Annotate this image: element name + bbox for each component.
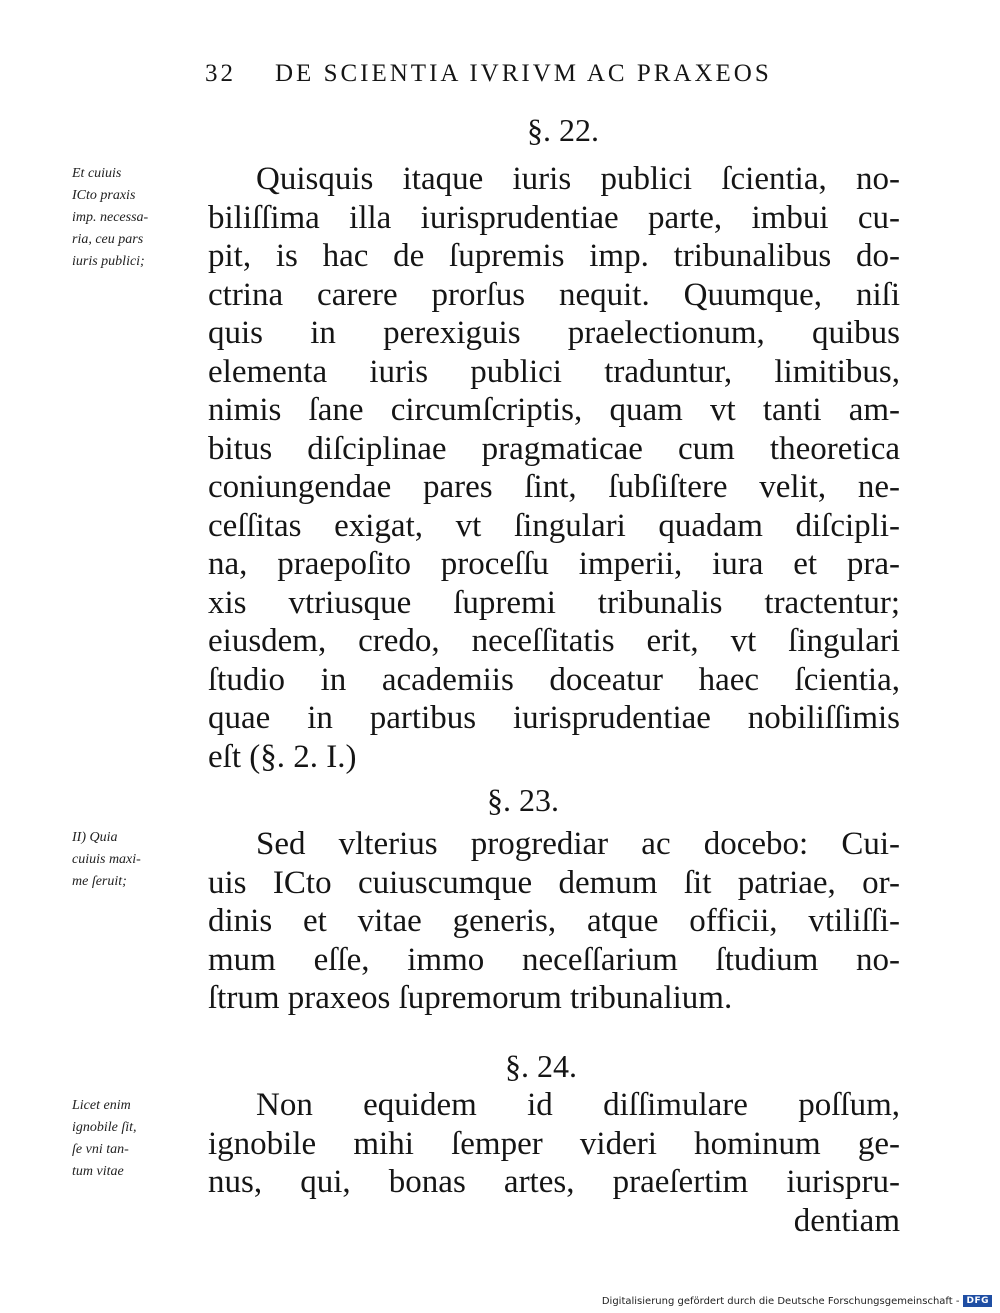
text-line: mum eſſe, immo neceſſarium ſtudium no- [208,941,900,978]
marginal-line: Et cuiuis [72,166,122,181]
page-number: 32 [205,60,236,87]
text-line: na, praepoſito proceſſu imperii, iura et pra- [208,546,900,582]
marginal-line: iuris publici; [72,254,145,269]
digitization-footer [602,1295,992,1307]
marginal-line: ignobile ſit, [72,1120,137,1135]
text-line: ctrina carere prorſus nequit. Quumque, niſi [208,276,900,313]
marginal-line: cuiuis maxi- [72,852,141,867]
marginal-line: tum vitae [72,1164,124,1179]
section-heading-24: §. 24. [505,1048,577,1084]
marginal-line: imp. necessa- [72,210,149,225]
section-text-23 [208,825,900,1018]
text-line: ſtrum praxeos ſupremorum tribunalium. [208,980,733,1016]
section-text-24 [208,1086,900,1240]
text-line: Non equidem id diſſimulare poſſum, [256,1087,900,1123]
text-line: biliſſima illa iurisprudentiae parte, imbui cu- [208,199,900,236]
text-line: coniungendae pares ſint, ſubſiſtere velit, ne- [208,469,900,505]
text-line: quae in partibus iurisprudentiae nobiliſſimis [208,700,900,736]
catchword: dentiam [793,1202,900,1239]
text-line: Sed vlterius progrediar ac docebo: Cui- [256,826,900,862]
text-line: elementa iuris publici traduntur, limitibus, [208,353,900,390]
marginal-note-24 [72,1095,207,1183]
text-line: pit, is hac de ſupremis imp. tribunalibus do- [208,238,900,274]
text-line: Quisquis itaque iuris publici ſcientia, no- [256,161,900,197]
marginal-line: ſe vni tan- [72,1142,129,1157]
marginal-note-22 [72,163,207,273]
text-line: eſt (§. 2. I.) [208,738,357,775]
text-line: uis ICto cuiuscumque demum ſit patriae, or- [208,864,900,901]
marginal-line: Licet enim [72,1098,131,1113]
running-header [205,60,825,88]
text-line: xis vtriusque ſupremi tribunalis tractentur; [208,584,900,621]
text-line: ignobile mihi ſemper videri hominum ge- [208,1125,900,1162]
text-line: ceſſitas exigat, vt ſingulari quadam diſcipli- [208,507,900,544]
text-line: eiusdem, credo, neceſſitatis erit, vt ſingulari [208,623,900,659]
text-line: nus, qui, bonas artes, praeſertim iurispru- [208,1164,900,1200]
text-line: bitus diſciplinae pragmaticae cum theoretica [208,430,900,467]
text-line: ſtudio in academiis doceatur haec ſcientia, [208,661,900,698]
marginal-note-23 [72,827,207,893]
footer-text: Digitalisierung gefördert durch die Deutsche Forschungsgemeinschaft - [601,1295,960,1307]
section-text-22 [208,160,900,776]
text-line: dinis et vitae generis, atque officii, vtiliſſi- [208,903,900,939]
marginal-line: ria, ceu pars [72,232,144,247]
text-line: quis in perexiguis praelectionum, quibus [208,315,900,351]
section-heading-23: §. 23. [487,782,559,818]
marginal-line: II) Quia [72,830,118,845]
dfg-logo: DFG [963,1295,992,1307]
marginal-line: me ſeruit; [72,874,127,889]
section-heading-22: §. 22. [527,112,599,148]
text-line: nimis ſane circumſcriptis, quam vt tanti am- [208,392,900,428]
marginal-line: ICto praxis [72,188,136,203]
running-title: DE SCIENTIA IVRIVM AC PRAXEOS [275,60,772,87]
